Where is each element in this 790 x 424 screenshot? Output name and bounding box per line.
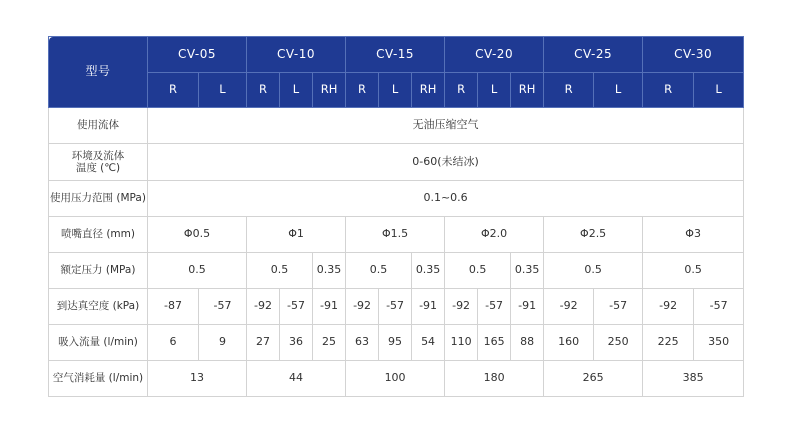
row-label-suction-flow: 吸入流量 (l/min) — [49, 325, 148, 361]
row-fluid — [49, 108, 744, 144]
table-cell: 350 — [694, 325, 744, 361]
table-cell: 250 — [594, 325, 643, 361]
model-name-cv-10: CV-10 — [247, 37, 346, 73]
table-cell: 27 — [247, 325, 280, 361]
table-cell: Φ2.5 — [544, 217, 643, 253]
table-cell: -57 — [478, 289, 511, 325]
fluid-value: 无油压缩空气 — [148, 108, 744, 144]
table-cell: 88 — [511, 325, 544, 361]
temperature-label-line1: 环境及流体 — [71, 149, 125, 162]
model-name-cv-05: CV-05 — [148, 37, 247, 73]
variant-header: R — [643, 73, 694, 108]
variant-header: L — [199, 73, 247, 108]
row-temperature — [49, 144, 744, 181]
table-cell: -57 — [594, 289, 643, 325]
variant-header: L — [594, 73, 643, 108]
header-row-variants — [49, 73, 744, 108]
variant-header: R — [544, 73, 594, 108]
row-rated-pressure — [49, 253, 744, 289]
table-cell: 0.35 — [313, 253, 346, 289]
row-vacuum — [49, 289, 744, 325]
table-cell: 13 — [148, 361, 247, 397]
row-air-consumption — [49, 361, 744, 397]
table-cell: Φ2.0 — [445, 217, 544, 253]
model-header: 型号 — [49, 37, 148, 108]
table-cell: 385 — [643, 361, 744, 397]
table-cell: Φ1 — [247, 217, 346, 253]
table-cell: 54 — [412, 325, 445, 361]
table-cell: 0.5 — [544, 253, 643, 289]
table-cell: 100 — [346, 361, 445, 397]
temperature-value: 0-60(未结冰) — [148, 144, 744, 181]
table-cell: -92 — [247, 289, 280, 325]
table-cell: -87 — [148, 289, 199, 325]
table-cell: -57 — [280, 289, 313, 325]
table-cell: 63 — [346, 325, 379, 361]
model-name-cv-25: CV-25 — [544, 37, 643, 73]
table-cell: -92 — [544, 289, 594, 325]
header-row-models — [49, 37, 744, 73]
table-cell: 0.5 — [643, 253, 744, 289]
variant-header: RH — [313, 73, 346, 108]
table-cell: 0.5 — [148, 253, 247, 289]
table-cell: 0.5 — [445, 253, 511, 289]
table-cell: -92 — [346, 289, 379, 325]
row-label-nozzle: 喷嘴直径 (mm) — [49, 217, 148, 253]
table-cell: 0.5 — [247, 253, 313, 289]
temperature-label-line2: 温度 (℃) — [75, 162, 121, 174]
table-cell: -92 — [643, 289, 694, 325]
row-label-temperature — [49, 144, 148, 181]
table-cell: 95 — [379, 325, 412, 361]
table-cell: 0.35 — [511, 253, 544, 289]
row-suction-flow — [49, 325, 744, 361]
table-cell: 160 — [544, 325, 594, 361]
table-cell: -91 — [313, 289, 346, 325]
table-cell: 44 — [247, 361, 346, 397]
variant-header: R — [445, 73, 478, 108]
variant-header: L — [280, 73, 313, 108]
table-cell: -91 — [511, 289, 544, 325]
row-label-air-consumption: 空气消耗量 (l/min) — [49, 361, 148, 397]
table-cell: -92 — [445, 289, 478, 325]
table-cell: 36 — [280, 325, 313, 361]
variant-header: R — [346, 73, 379, 108]
model-name-cv-20: CV-20 — [445, 37, 544, 73]
row-nozzle — [49, 217, 744, 253]
table-cell: Φ1.5 — [346, 217, 445, 253]
table-cell: 225 — [643, 325, 694, 361]
variant-header: R — [247, 73, 280, 108]
table-cell: Φ3 — [643, 217, 744, 253]
table-cell: 265 — [544, 361, 643, 397]
table-cell: 165 — [478, 325, 511, 361]
table-cell: 110 — [445, 325, 478, 361]
table-cell: 6 — [148, 325, 199, 361]
variant-header: L — [478, 73, 511, 108]
table-cell: 0.35 — [412, 253, 445, 289]
table-cell: -57 — [694, 289, 744, 325]
spec-table — [48, 36, 744, 397]
variant-header: L — [694, 73, 744, 108]
row-label-rated-pressure: 额定压力 (MPa) — [49, 253, 148, 289]
table-cell: -91 — [412, 289, 445, 325]
model-name-cv-30: CV-30 — [643, 37, 744, 73]
variant-header: R — [148, 73, 199, 108]
table-cell: Φ0.5 — [148, 217, 247, 253]
table-cell: -57 — [379, 289, 412, 325]
variant-header: L — [379, 73, 412, 108]
row-label-pressure-range: 使用压力范围 (MPa) — [49, 181, 148, 217]
table-cell: -57 — [199, 289, 247, 325]
table-cell: 180 — [445, 361, 544, 397]
row-pressure-range — [49, 181, 744, 217]
table-cell: 0.5 — [346, 253, 412, 289]
table-cell: 9 — [199, 325, 247, 361]
model-name-cv-15: CV-15 — [346, 37, 445, 73]
pressure-range-value: 0.1~0.6 — [148, 181, 744, 217]
variant-header: RH — [511, 73, 544, 108]
row-label-fluid: 使用流体 — [49, 108, 148, 144]
table-cell: 25 — [313, 325, 346, 361]
row-label-vacuum: 到达真空度 (kPa) — [49, 289, 148, 325]
variant-header: RH — [412, 73, 445, 108]
